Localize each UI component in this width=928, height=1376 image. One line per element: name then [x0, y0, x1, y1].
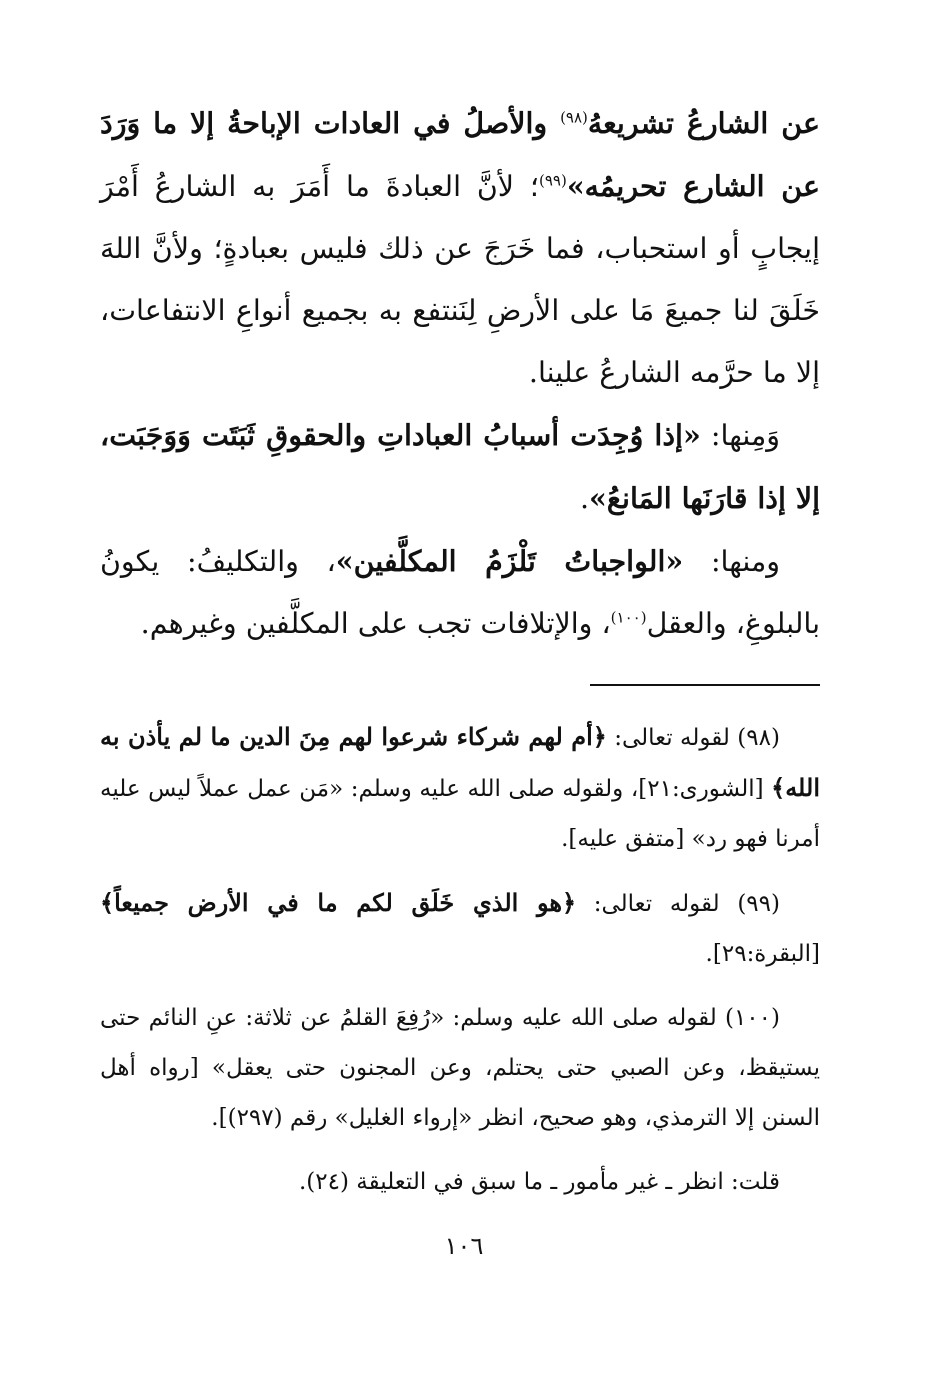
quran-verse: ﴿هو الذي خَلَق لكم ما في الأرض جميعاً﴾: [100, 888, 577, 917]
text: ، والتكليفُ: يكونُ بالبلوغِ، والعقل: [100, 545, 820, 640]
quran-verse: ﴿أم لهم شركاء شرعوا لهم مِنَ الدين ما لم يأذن به الله﴾: [100, 722, 820, 802]
text: ؛ لأنَّ العبادةَ ما أَمَرَ به الشارعُ أَمْرَ إيجابٍ أو استحباب، فما خَرَجَ عن ذلك فليس بعبادةٍ؛ ولأنَّ اللهَ خَلَقَ لنا جميعَ مَا على الأرضِ لِنَنتفع به بجميع أنواعِ الانتفاعات، إلا ما حرَّمه الشارعُ علينا.: [100, 170, 820, 389]
footnote-lead: (٩٨) لقوله تعالى:: [606, 725, 780, 751]
text: ومنها:: [683, 545, 780, 578]
footnote-separator: [590, 684, 820, 686]
footnotes: [100, 712, 820, 1221]
page-number: ١٠٦: [444, 1232, 484, 1260]
footnote-ref-99[interactable]: (٩٩): [538, 171, 567, 190]
text: وَمِنها:: [700, 419, 780, 452]
footnote-text: [الشورى:٢١]، ولقوله صلى الله عليه وسلم: «مَن عمل عملاً ليس عليه أمرنا فهو رد» [متفق عليه].: [100, 776, 820, 852]
text-bold: والأصلُ في العادات الإباحةُ إلا ما وَرَدَ عن الشارع تحريمُه»: [100, 106, 821, 203]
text-bold: عن الشارعُ تشريعهُ: [587, 106, 820, 140]
main-text: [100, 92, 820, 655]
footnote-text: (١٠٠) لقوله صلى الله عليه وسلم: «رُفِعَ القلمُ عن ثلاثة: عنِ النائم حتى يستيقظ، وعن الصبي حتى يحتلم، وعن المجنون حتى يعقل» [رواه أهل السنن إلا الترمذي، وهو صحيح، انظر «إرواء الغليل» رقم (٢٩٧)].: [100, 1005, 820, 1131]
footnote-ref-100[interactable]: (١٠٠): [610, 608, 647, 627]
footnote-text: قلت: انظر ـ غير مأمور ـ ما سبق في التعليقة (٢٤).: [298, 1169, 780, 1195]
footnote-text: [البقرة:٢٩].: [705, 941, 820, 967]
footnote-98: [100, 712, 820, 864]
rule-quote: «الواجباتُ تَلْزَمُ المكلَّفين»: [335, 544, 684, 578]
footnote-99: [100, 878, 820, 979]
paragraph-1: [100, 92, 820, 404]
footnote-ref-98[interactable]: (٩٨): [560, 108, 588, 127]
footnote-100: [100, 993, 820, 1143]
paragraph-3: [100, 530, 820, 655]
text: .: [579, 482, 590, 515]
footnote-lead: (٩٩) لقوله تعالى:: [576, 891, 780, 917]
rule-quote: «إذا وُجِدَت أسبابُ العباداتِ والحقوقِ ثَبَتَت وَوَجَبَت، إلا إذا قارَنَها المَانعُ»: [100, 418, 820, 515]
text: ، والإتلافات تجب على المكلَّفين وغيرهم.: [140, 607, 611, 640]
paragraph-2: [100, 404, 820, 530]
footnote-note: [100, 1157, 820, 1207]
